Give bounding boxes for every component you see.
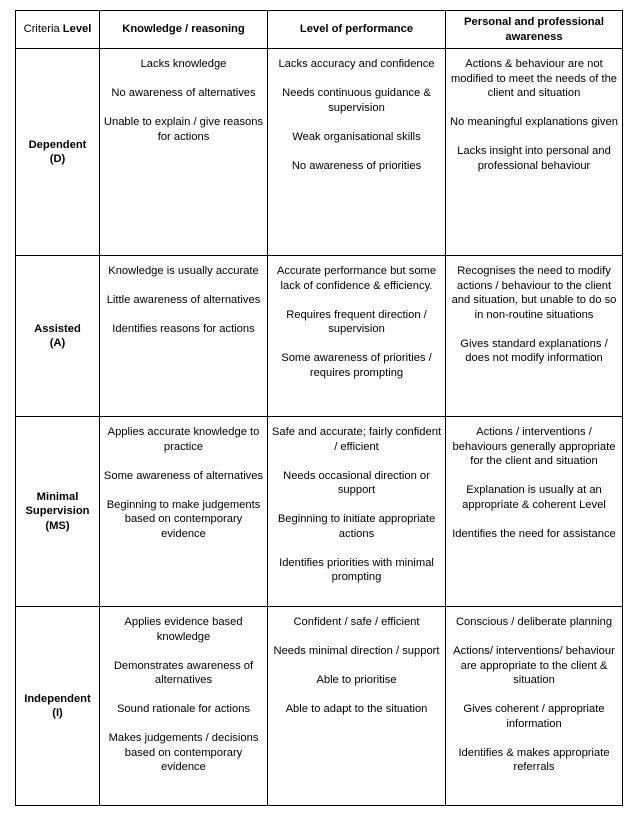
competency-rubric-table [15,10,623,806]
performance-item: Some awareness of priorities / requires prompting [281,352,432,379]
awareness-item: Actions / interventions / behaviours generally appropriate for the client and situation [452,426,616,467]
knowledge-item: Identifies reasons for actions [112,323,255,335]
level-code: (I) [52,707,63,719]
awareness-cell [446,49,623,256]
knowledge-item: Lacks knowledge [140,58,227,70]
level-code: (A) [49,337,66,349]
header-awareness: Personal and professional awareness [446,11,623,49]
knowledge-item: Beginning to make judgements based on contemporary evidence [106,498,261,540]
knowledge-cell [100,256,268,417]
awareness-item: Identifies the need for assistance [452,527,616,540]
performance-item: No awareness of priorities [291,159,422,172]
knowledge-item: Applies accurate knowledge to practice [107,426,260,453]
awareness-item: Identifies & makes appropriate referrals [458,746,610,773]
performance-item: Needs continuous guidance & supervision [282,87,431,114]
awareness-cell [446,256,623,417]
header-criteria-level-word: Level [62,23,92,36]
awareness-item: Gives coherent / appropriate information [463,703,605,730]
level-cell [16,256,100,417]
performance-item: Able to adapt to the situation [285,703,428,715]
performance-item: Beginning to initiate appropriate actions [277,513,436,540]
awareness-cell [446,417,623,607]
rubric-row-assisted [16,256,623,417]
rubric-sheet [15,10,622,806]
level-name: Assisted [34,322,81,335]
knowledge-item: Little awareness of alternatives [106,294,261,306]
awareness-item: Conscious / deliberate planning [455,616,613,628]
performance-cell [268,417,446,607]
level-cell [16,607,100,806]
header-row [16,11,623,49]
performance-item: Needs minimal direction / support [273,645,440,657]
performance-item: Able to prioritise [316,674,397,686]
level-name: Minimal Supervision [25,490,90,518]
rubric-row-minimal-supervision [16,417,623,607]
header-criteria-prefix: Criteria [23,23,63,36]
level-name: Independent [24,692,91,705]
knowledge-item: Sound rationale for actions [116,703,251,715]
performance-item: Safe and accurate; fairly confident / efficient [271,426,442,453]
performance-cell [268,607,446,806]
knowledge-cell [100,417,268,607]
performance-cell [268,256,446,417]
knowledge-item: No awareness of alternatives [111,87,256,99]
knowledge-item: Applies evidence based knowledge [124,616,243,643]
header-criteria-level [16,11,100,49]
awareness-cell [446,607,623,806]
level-name: Dependent [28,138,87,151]
performance-item: Accurate performance but some lack of confidence & efficiency. [276,265,437,292]
awareness-item: Gives standard explanations / does not modify information [460,337,608,364]
awareness-item: Lacks insight into personal and professional behaviour [457,145,611,172]
knowledge-item: Demonstrates awareness of alternatives [113,659,254,686]
awareness-item: Recognises the need to modify actions / behaviour to the client and situation, but unable to do so in non-routine situations [451,265,617,321]
awareness-item: Actions & behaviour are not modified to meet the needs of the client and situation [450,58,618,99]
performance-item: Weak organisational skills [292,130,421,143]
knowledge-item: Makes judgements / decisions based on contemporary evidence [108,732,259,773]
level-code: (MS) [45,519,70,532]
performance-item: Confident / safe / efficient [293,616,420,628]
level-cell [16,49,100,256]
performance-item: Identifies priorities with minimal prompting [279,556,434,583]
performance-item: Needs occasional direction or support [283,469,430,496]
level-cell [16,417,100,607]
knowledge-cell [100,49,268,256]
performance-cell [268,49,446,256]
rubric-row-dependent [16,49,623,256]
awareness-item: Actions/ interventions/ behaviour are appropriate to the client & situation [453,645,615,686]
awareness-item: No meaningful explanations given [450,116,618,128]
knowledge-cell [100,607,268,806]
header-knowledge: Knowledge / reasoning [100,11,268,49]
rubric-row-independent [16,607,623,806]
knowledge-item: Some awareness of alternatives [103,469,264,482]
performance-item: Requires frequent direction / supervision [286,308,427,335]
awareness-item: Explanation is usually at an appropriate & coherent Level [462,484,606,511]
performance-item: Lacks accuracy and confidence [278,58,435,70]
knowledge-item: Unable to explain / give reasons for actions [103,116,264,143]
header-performance: Level of performance [268,11,446,49]
knowledge-item: Knowledge is usually accurate [108,265,259,277]
level-code: (D) [49,153,66,165]
